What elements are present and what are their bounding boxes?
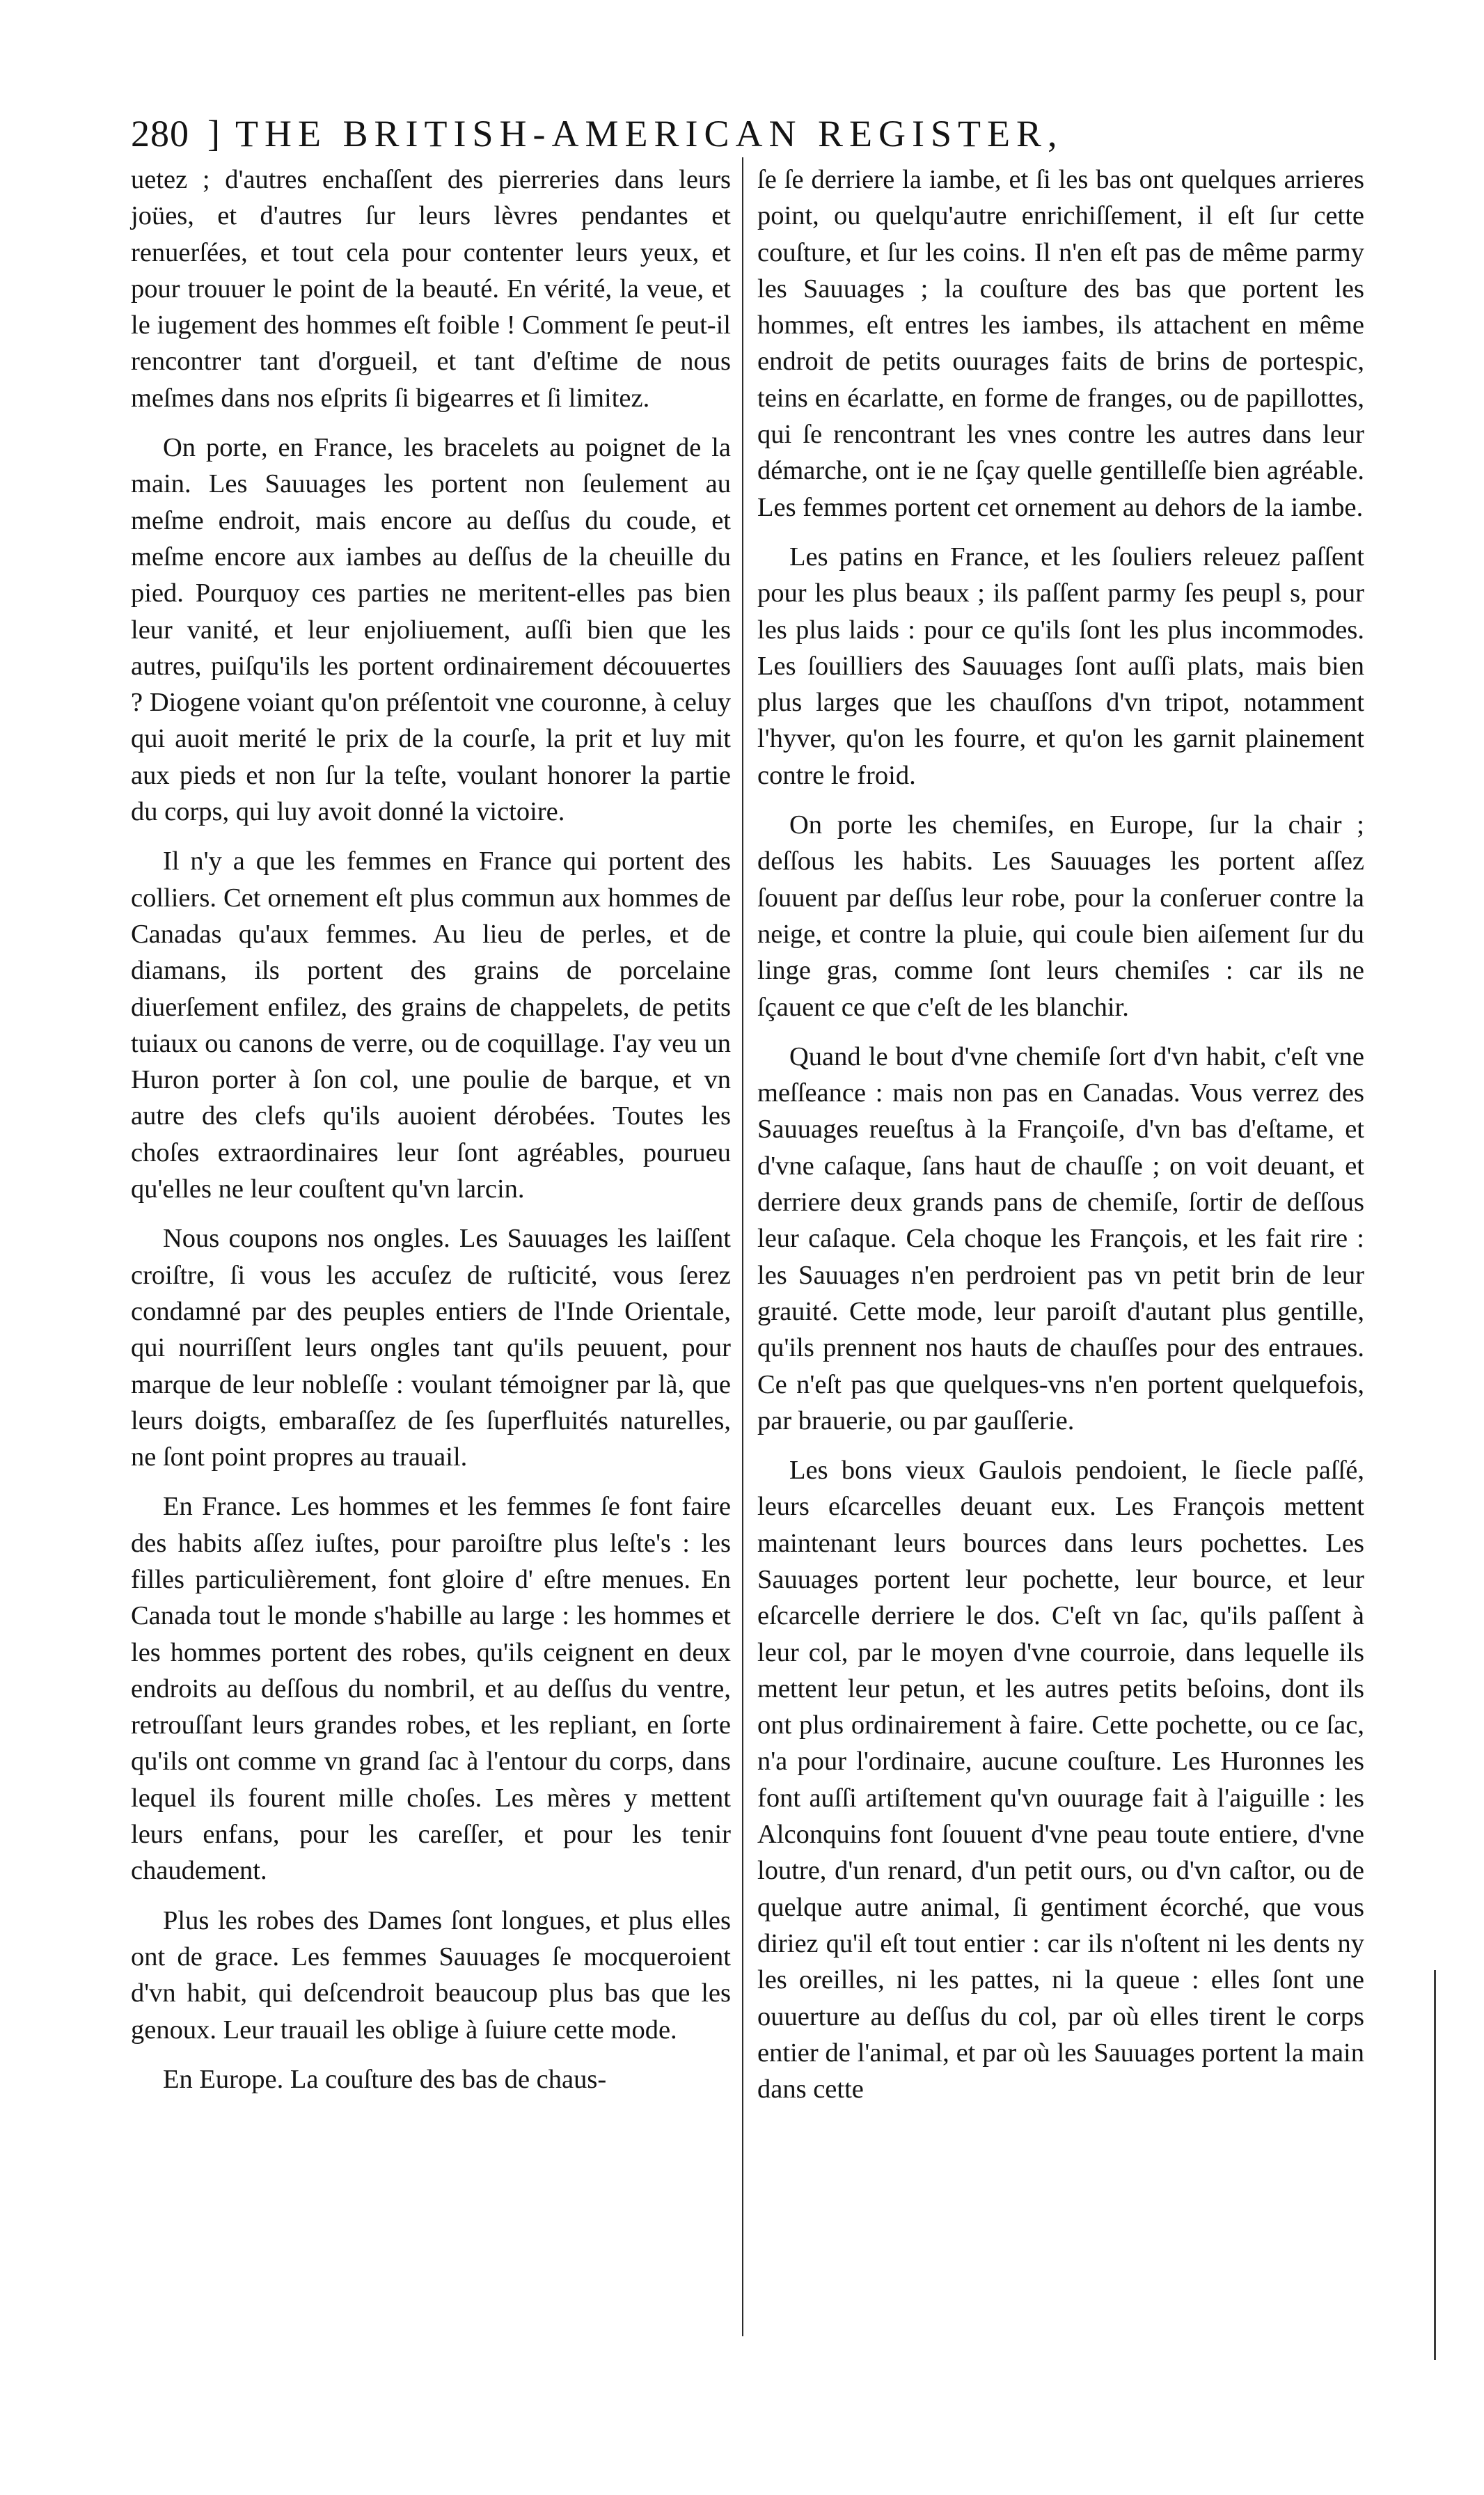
right-paragraph-chemise-bout: Quand le bout d'vne chemiſe ſort d'vn habit, c'eſt vne meſſeance : mais non pas en Canadas. Vous verrez des Sauuages reueſtus à la Françoiſe, d'vn bas d'eſtame, et d'vne caſaque, ſans haut de chauſſe ; on voit deuant, et derriere deux grands pans de chemiſe, ſortir de deſſous leur caſaque. Cela choque les François, et les fait rire : les Sauuages n'en perdroient pas vn petit brin de leur grauité. Cette mode, leur paroiſt d'autant plus gentille, qu'ils prennent nos hauts de chauſſes pour des entraues. Ce n'eſt pas que quelques-vns n'en portent quelquefois, par brauerie, ou par gauſſerie. <box>757 1041 1364 1435</box>
left-paragraph-robes: Plus les robes des Dames ſont longues, et plus elles ont de grace. Les femmes Sauuages ſe mocqueroient d'vn habit, qui deſcendroit beaucoup plus bas que les genoux. Leur trauail les oblige à ſuiure cette mode. <box>131 1905 731 2045</box>
left-paragraph-colliers: Il n'y a que les femmes en France qui portent des colliers. Cet ornement eſt plus commun aux hommes de Canadas qu'aux femmes. Au lieu de perles, et de diamans, ils portent des grains de porcelaine diuerſement enfilez, des grains de chappelets, de petits tuiaux ou canons de verre, ou de coquillage. I'ay veu un Huron porter à ſon col, une poulie de barque, et vn autre des clefs qu'ils auoient dérobées. Toutes les choſes extraordinaires leur ſont agréables, pourueu qu'elles ne leur couſtent qu'vn larcin. <box>131 847 731 1204</box>
page-header <box>131 104 1384 163</box>
right-text-column <box>757 162 1364 2120</box>
right-paragraph-chemises: On porte les chemiſes, en Europe, ſur la chair ; deſſous les habits. Les Sauuages les portent aſſez ſouuent par deſſus leur robe, pour la conſeruer contre la neige, et contre la pluie, qui coule bien aiſement ſur du linge gras, comme ſont leurs chemiſes : car ils ne ſçauent ce que c'eſt de les blanchir. <box>757 810 1364 1022</box>
left-paragraph-ongles: Nous coupons nos ongles. Les Sauuages les laiſſent croiſtre, ſi vous les accuſez de ruſticité, vous ſerez condamné par des peuples entiers de l'Inde Orientale, qui nourriſſent leurs ongles tant qu'ils peuuent, pour marque de leur nobleſſe : voulant témoigner par là, que leurs doigts, embaraſſez de ſes ſuperfluités naturelles, ne ſont point propres au trauail. <box>131 1224 731 1472</box>
column-divider-rule <box>742 157 743 2336</box>
page-number-bracket: ] <box>207 113 220 155</box>
left-paragraph-europe: En Europe. La couſture des bas de chaus- <box>163 2064 607 2094</box>
right-paragraph-continuation: ſe ſe derriere la iambe, et ſi les bas ont quelques arrieres point, ou quelqu'autre enrichiſſement, il eſt ſur cette couſture, et ſur les coins. Il n'en eſt pas de même parmy les Sauuages ; la couſture des bas que portent les hommes, eſt entres les iambes, ils attachent en même endroit de petits ouurages faits de brins de portespic, teins en écarlatte, en forme de franges, ou de papillottes, qui ſe rencontrant les vnes contre les autres dans leur démarche, ont ie ne ſçay quelle gentilleſſe bien agréable. Les femmes portent cet ornement au dehors de la iambe. <box>757 165 1364 522</box>
left-paragraph-habits: En France. Les hommes et les femmes ſe font faire des habits aſſez iuſtes, pour paroiſtre plus leſte's : les filles particulièrement, font gloire d' eſtre menues. En Canada tout le monde s'habille au large : les hommes et les hommes portent des robes, qu'ils ceignent en deux endroits au deſſous du nombril, et au deſſus du ventre, retrouſſant leurs grandes robes, et les repliant, en ſorte qu'ils ont comme vn grand ſac à l'entour du corps, dans lequel ils fourent mille choſes. Les mères y mettent leurs enfans, pour les careſſer, et pour les tenir chaudement. <box>131 1492 731 1886</box>
left-text-column <box>131 162 731 2111</box>
right-paragraph-gaulois: Les bons vieux Gaulois pendoient, le ſiecle paſſé, leurs eſcarcelles deuant eux. Les François mettent maintenant leurs bources dans leurs pochettes. Les Sauuages portent leur pochette, leur bource, et leur eſcarcelle derriere le dos. C'eſt vn ſac, qu'ils paſſent à leur col, par le moyen d'vne courroie, dans lequelle ils mettent leur petun, et les autres petits beſoins, dont ils ont plus ordinairement à faire. Cette pochette, ou ce ſac, n'a pour l'ordinaire, aucune couſture. Les Huronnes les font auſſi artiſtement qu'vn ouurage fait à l'aiguille : les Alconquins font ſouuent d'vne peau toute entiere, d'vne loutre, d'un renard, d'un petit ours, ou d'vn caſtor, ou de quelque autre animal, ſi gentiment écorché, que vous diriez qu'il eſt tout entier : car ils n'oſtent ni les dents ny les oreilles, ni les pattes, ni la queue : elles ſont une ouuerture au deſſus du col, par où elles tirent le corps entier de l'animal, et par où les Sauuages portent la main dans cette <box>757 1456 1364 2104</box>
running-title: THE BRITISH-AMERICAN REGISTER, <box>235 113 1064 155</box>
left-paragraph-bracelets: On porte, en France, les bracelets au poignet de la main. Les Sauuages les portent non ſeulement au meſme endroit, mais encore au deſſus du coude, et meſme encore aux iambes au deſſus de la cheuille du pied. Pourquoy ces parties ne meritent-elles pas bien leur vanité, et leur enjoliuement, auſſi bien que les autres, puiſqu'ils les portent ordinairement découuertes ? Diogene voiant qu'on préſentoit vne couronne, à celuy qui auoit merité le prix de la courſe, la prit et luy mit aux pieds et non ſur la teſte, voulant honorer la partie du corps, qui luy avoit donné la victoire. <box>131 433 731 827</box>
right-paragraph-patins: Les patins en France, et les ſouliers releuez paſſent pour les plus beaux ; ils paſſent parmy ſes peupl s, pour les plus laids : pour ce qu'ils ſont les plus incommodes. Les ſouilliers des Sauuages ſont auſſi plats, mais bien plus larges que les chauſſons d'vn tripot, notamment l'hyver, qu'on les fourre, et qu'on les garnit plainement contre le froid. <box>757 542 1364 790</box>
left-paragraph-continuation: uetez ; d'autres enchaſſent des pierreries dans leurs joües, et d'autres ſur leurs lèvres pendantes et renuerſées, et tout cela pour contenter leurs yeux, et pour trouuer le point de la beauté. En vérité, la veue, et le iugement des hommes eſt foible ! Comment ſe peut-il rencontrer tant d'orgueil, et tant d'eſtime de nous meſmes dans nos eſprits ſi bigearres et ſi limitez. <box>131 165 731 413</box>
margin-rule <box>1434 1970 1436 2360</box>
page-number: 280 <box>131 113 189 155</box>
